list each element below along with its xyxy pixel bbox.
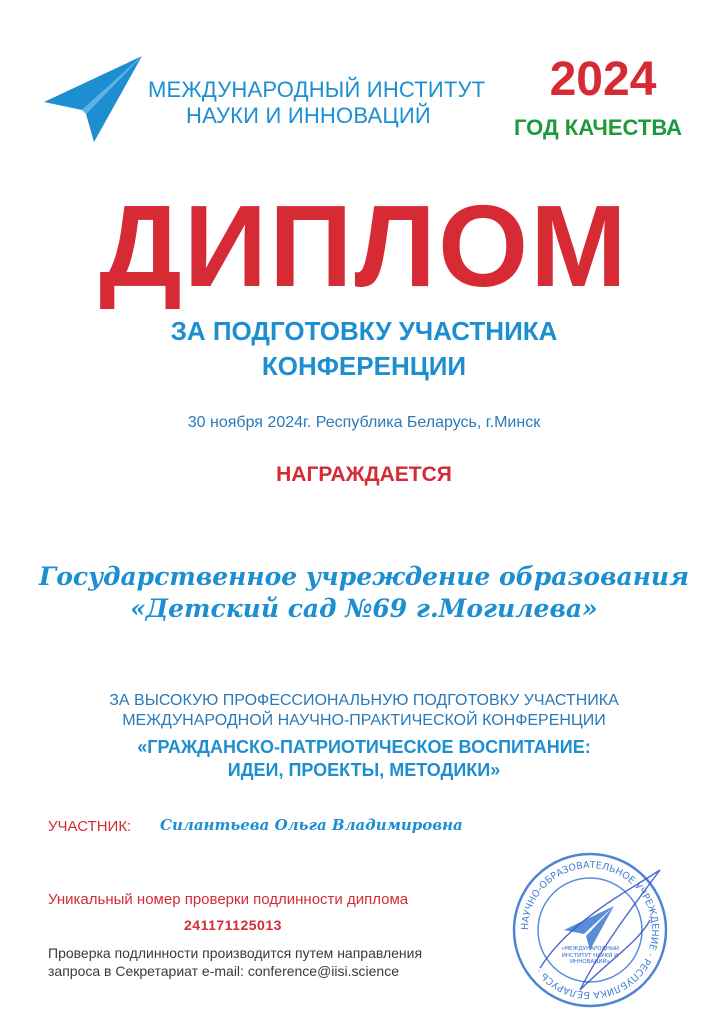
seal-center-text: «МЕЖДУНАРОДНЫЙ ИНСТИТУТ НАУКИ И ИННОВАЦИЙ» (560, 946, 620, 965)
verification-caption: Уникальный номер проверки подлинности диплома (48, 891, 409, 908)
diploma-subtitle-line2: КОНФЕРЕНЦИИ (261, 351, 467, 381)
institute-name-line2: НАУКИ И ИННОВАЦИЙ (186, 103, 431, 128)
conference-topic-line2: ИДЕИ, ПРОЕКТЫ, МЕТОДИКИ» (227, 760, 501, 780)
reason-line2: МЕЖДУНАРОДНОЙ НАУЧНО-ПРАКТИЧЕСКОЙ КОНФЕРЕНЦИИ (122, 712, 606, 729)
official-seal-icon (510, 850, 670, 1010)
institute-name-line1: МЕЖДУНАРОДНЫЙ ИНСТИТУТ (148, 77, 486, 102)
diploma-subtitle-line1: ЗА ПОДГОТОВКУ УЧАСТНИКА (170, 316, 558, 346)
svg-text:НАУЧНО-ОБРАЗОВАТЕЛЬНОЕ УЧРЕЖДЕ (520, 860, 660, 1000)
awarded-heading: НАГРАЖДАЕТСЯ (276, 463, 452, 486)
diploma-title: ДИПЛОМ (99, 181, 629, 311)
recipient-org-line2: «Детский сад №69 г.Могилева» (130, 594, 598, 623)
year-caption: ГОД КАЧЕСТВА (513, 115, 683, 140)
reason-line1: ЗА ВЫСОКУЮ ПРОФЕССИОНАЛЬНУЮ ПОДГОТОВКУ УЧАСТНИКА (109, 692, 619, 709)
verification-note-line1: Проверка подлинности производится путем направления (48, 945, 423, 961)
conference-topic-line1: «ГРАЖДАНСКО-ПАТРИОТИЧЕСКОЕ ВОСПИТАНИЕ: (137, 737, 591, 757)
date-place: 30 ноября 2024г. Республика Беларусь, г.Минск (187, 414, 541, 431)
institute-logo-icon (42, 54, 142, 144)
participant-label: УЧАСТНИК: (48, 818, 132, 835)
year-badge: 2024 (549, 53, 657, 106)
verification-number: 241171125013 (184, 917, 282, 933)
participant-name: Силантьева Ольга Владимировна (160, 816, 463, 834)
recipient-org-line1: Государственное учреждение образования (38, 562, 689, 591)
seal-ring-text: НАУЧНО-ОБРАЗОВАТЕЛЬНОЕ УЧРЕЖДЕНИЕ · РЕСПУБЛИКА БЕЛАРУСЬ · (519, 859, 661, 1001)
verification-note-line2: запроса в Секретариат e-mail: conference@iisi.science (48, 963, 399, 979)
